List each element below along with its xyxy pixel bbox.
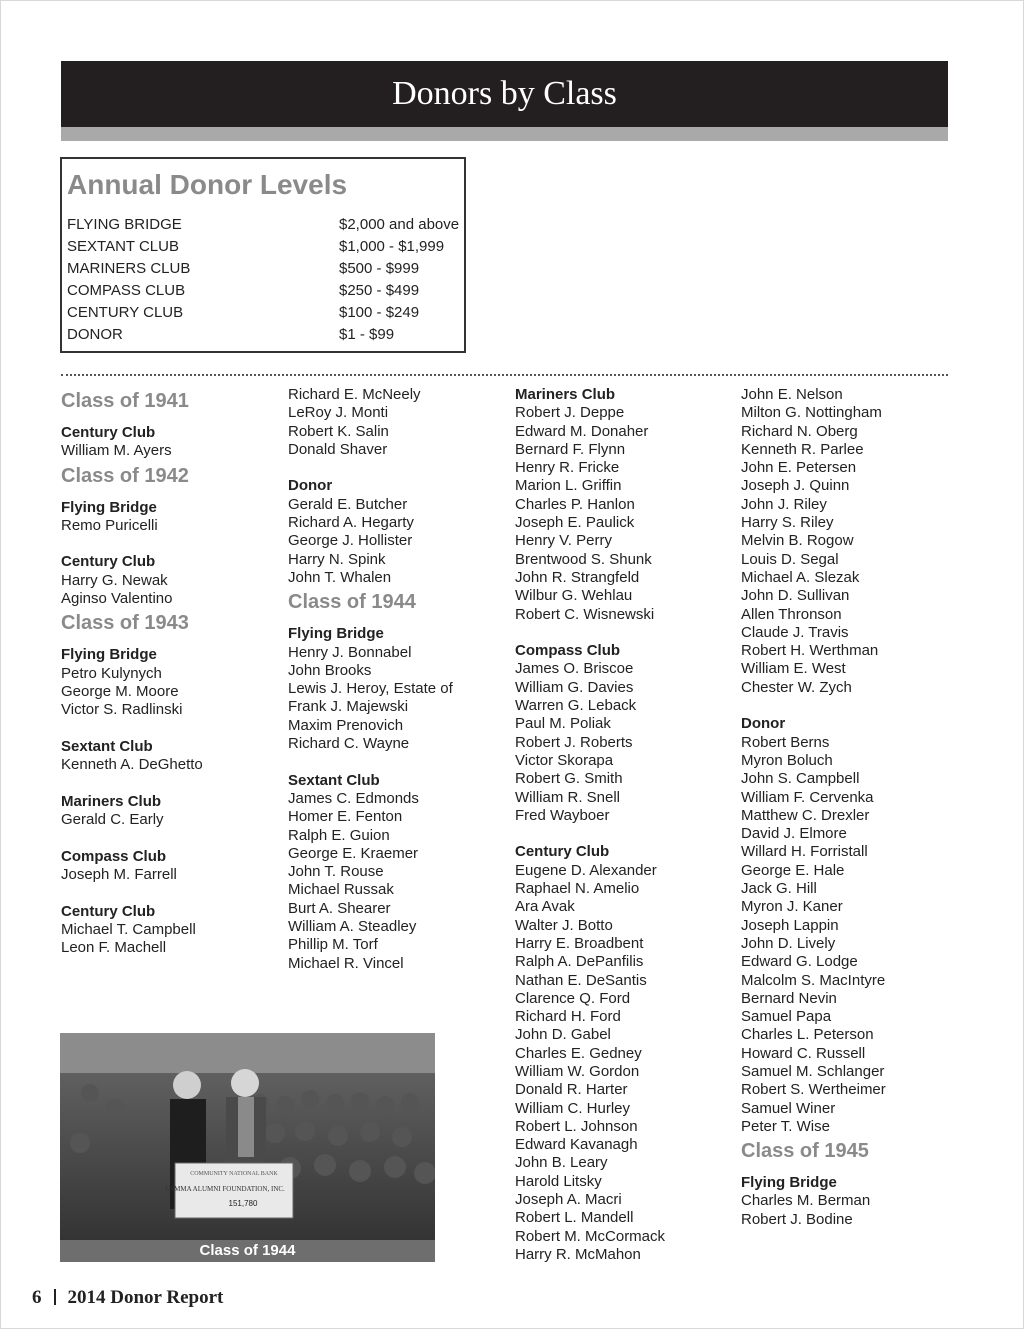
donor-name: Richard H. Ford bbox=[515, 1008, 621, 1026]
class-photo-image bbox=[60, 1033, 435, 1262]
donor-name: Remo Puricelli bbox=[61, 516, 158, 534]
donor-name: George E. Kraemer bbox=[288, 844, 419, 862]
donor-name: Joseph E. Paulick bbox=[515, 514, 635, 532]
donor-name: John S. Campbell bbox=[741, 770, 860, 788]
donor-name: Marion L. Griffin bbox=[515, 477, 622, 495]
donor-name: Gerald C. Early bbox=[61, 811, 164, 829]
class-year-heading: Class of 1944 bbox=[288, 591, 416, 614]
donor-name: John R. Strangfeld bbox=[515, 568, 640, 586]
donor-level-heading: Donor bbox=[288, 477, 333, 495]
class-year-heading: Class of 1945 bbox=[741, 1140, 869, 1163]
donor-name: John T. Whalen bbox=[288, 568, 392, 586]
level-row bbox=[67, 280, 459, 302]
class-year-heading: Class of 1942 bbox=[61, 464, 189, 487]
page-number: 6 bbox=[32, 1287, 42, 1308]
list-spacer bbox=[61, 774, 281, 792]
level-row bbox=[67, 324, 459, 346]
donor-name: Joseph J. Quinn bbox=[741, 477, 850, 495]
donor-name: Milton G. Nottingham bbox=[741, 404, 882, 422]
donor-name: Louis D. Segal bbox=[741, 550, 839, 568]
donor-name: John D. Sullivan bbox=[741, 587, 850, 605]
donor-level-heading: Sextant Club bbox=[61, 737, 153, 755]
class-photo bbox=[60, 1033, 435, 1262]
donor-name: Charles M. Berman bbox=[741, 1192, 871, 1210]
donor-name: Harold Litsky bbox=[515, 1172, 602, 1190]
list-spacer bbox=[515, 825, 735, 843]
donor-column-4 bbox=[741, 386, 961, 1229]
donor-name: Robert L. Mandell bbox=[515, 1209, 634, 1227]
donor-level-heading: Donor bbox=[741, 715, 786, 733]
donor-name: Edward G. Lodge bbox=[741, 953, 858, 971]
donor-name: Eugene D. Alexander bbox=[515, 861, 657, 879]
donor-name: William W. Gordon bbox=[515, 1062, 640, 1080]
donor-name: Robert Berns bbox=[741, 733, 830, 751]
donor-level-heading: Flying Bridge bbox=[61, 498, 157, 516]
check-bank-name: COMMUNITY NATIONAL BANK bbox=[190, 1171, 278, 1177]
level-name: COMPASS CLUB bbox=[67, 282, 186, 299]
donor-name: Brentwood S. Shunk bbox=[515, 550, 652, 568]
donor-name: Donald R. Harter bbox=[515, 1081, 628, 1099]
donor-name: Petro Kulynych bbox=[61, 664, 162, 682]
donor-name: Myron Boluch bbox=[741, 751, 833, 769]
donor-name: Robert G. Smith bbox=[515, 770, 623, 788]
list-spacer bbox=[741, 697, 961, 715]
donor-name: William C. Hurley bbox=[515, 1099, 631, 1117]
donor-name: Myron J. Kaner bbox=[741, 898, 843, 916]
donor-name: Frank J. Majewski bbox=[288, 698, 409, 716]
donor-name: Richard N. Oberg bbox=[741, 422, 858, 440]
donor-name: Fred Wayboer bbox=[515, 806, 610, 824]
donor-name: Charles P. Hanlon bbox=[515, 495, 635, 513]
donor-name: Bernard F. Flynn bbox=[515, 440, 626, 458]
level-name: DONOR bbox=[67, 326, 123, 343]
donor-name: Kenneth A. DeGhetto bbox=[61, 756, 203, 774]
donor-name: George M. Moore bbox=[61, 682, 179, 700]
donor-name: Gerald E. Butcher bbox=[288, 495, 408, 513]
donor-level-heading: Flying Bridge bbox=[741, 1174, 837, 1192]
donor-name: Henry R. Fricke bbox=[515, 459, 620, 477]
donor-level-heading: Century Club bbox=[61, 902, 156, 920]
donor-name: Harry S. Riley bbox=[741, 514, 834, 532]
donor-name: Willard H. Forristall bbox=[741, 843, 868, 861]
donor-name: Michael A. Slezak bbox=[741, 568, 860, 586]
donor-levels-box bbox=[60, 157, 466, 353]
level-range: $500 - $999 bbox=[339, 260, 420, 277]
donor-name: James C. Edmonds bbox=[288, 789, 419, 807]
donor-name: Maxim Prenovich bbox=[288, 716, 404, 734]
donor-name: William F. Cervenka bbox=[741, 788, 874, 806]
list-spacer bbox=[61, 829, 281, 847]
donor-name: Michael Russak bbox=[288, 881, 394, 899]
list-spacer bbox=[61, 720, 281, 738]
donor-name: Allen Thronson bbox=[741, 605, 842, 623]
page-title: Donors by Class bbox=[392, 75, 617, 112]
donor-level-heading: Sextant Club bbox=[288, 771, 380, 789]
level-range: $100 - $249 bbox=[339, 304, 420, 321]
level-row bbox=[67, 214, 459, 236]
donor-name: Harry E. Broadbent bbox=[515, 934, 644, 952]
donor-level-heading: Century Club bbox=[61, 424, 156, 441]
class-year-heading: Class of 1943 bbox=[61, 612, 189, 635]
level-name: CENTURY CLUB bbox=[67, 304, 184, 321]
donor-name: John D. Gabel bbox=[515, 1026, 611, 1044]
donor-name: Howard C. Russell bbox=[741, 1044, 866, 1062]
donor-name: Michael R. Vincel bbox=[288, 954, 404, 972]
donor-name: Homer E. Fenton bbox=[288, 808, 403, 826]
donor-name: Charles L. Peterson bbox=[741, 1026, 874, 1044]
donor-name: Henry V. Perry bbox=[515, 532, 612, 550]
donor-name: Joseph A. Macri bbox=[515, 1191, 622, 1209]
section-divider bbox=[61, 374, 948, 376]
donor-name: Henry J. Bonnabel bbox=[288, 643, 412, 661]
donor-name: Edward M. Donaher bbox=[515, 422, 649, 440]
level-name: FLYING BRIDGE bbox=[67, 216, 182, 233]
donor-name: Phillip M. Torf bbox=[288, 936, 378, 954]
list-spacer bbox=[61, 884, 281, 902]
report-title: 2014 Donor Report bbox=[67, 1287, 224, 1308]
donor-name: Victor Skorapa bbox=[515, 751, 614, 769]
donor-name: John Brooks bbox=[288, 661, 372, 679]
page-footer bbox=[32, 1287, 223, 1309]
donor-level-heading: Flying Bridge bbox=[288, 625, 384, 643]
level-range: $1 - $99 bbox=[339, 326, 395, 343]
donor-name: William G. Davies bbox=[515, 678, 634, 696]
donor-name: Joseph M. Farrell bbox=[61, 865, 177, 883]
footer-separator bbox=[54, 1289, 56, 1305]
donor-name: Robert S. Wertheimer bbox=[741, 1081, 886, 1099]
donor-name: Edward Kavanagh bbox=[515, 1136, 638, 1154]
donor-name: Ralph A. DePanfilis bbox=[515, 953, 644, 971]
photo-caption: Class of 1944 bbox=[60, 1240, 435, 1262]
donor-name: John E. Nelson bbox=[741, 386, 843, 403]
donor-name: Samuel Winer bbox=[741, 1099, 836, 1117]
level-row bbox=[67, 302, 459, 324]
donor-name: Wilbur G. Wehlau bbox=[515, 587, 633, 605]
donor-name: John T. Rouse bbox=[288, 863, 384, 881]
donor-column-3 bbox=[515, 386, 735, 1264]
donor-name: William A. Steadley bbox=[288, 918, 417, 936]
donor-name: Melvin B. Rogow bbox=[741, 532, 854, 550]
level-row bbox=[67, 258, 459, 280]
donor-name: John B. Leary bbox=[515, 1154, 608, 1172]
level-name: MARINERS CLUB bbox=[67, 260, 191, 277]
donor-name: Robert K. Salin bbox=[288, 422, 389, 440]
level-range: $2,000 and above bbox=[339, 216, 460, 233]
donor-name: Ralph E. Guion bbox=[288, 826, 390, 844]
donor-column-1 bbox=[61, 386, 281, 957]
donor-name: David J. Elmore bbox=[741, 825, 847, 843]
donor-name: Leon F. Machell bbox=[61, 939, 167, 957]
donor-name: LeRoy J. Monti bbox=[288, 404, 389, 422]
donor-name: Robert L. Johnson bbox=[515, 1117, 638, 1135]
donor-name: Clarence Q. Ford bbox=[515, 989, 631, 1007]
donor-name: Chester W. Zych bbox=[741, 678, 852, 696]
donor-name: Malcolm S. MacIntyre bbox=[741, 971, 886, 989]
donor-name: George E. Hale bbox=[741, 861, 845, 879]
donor-level-heading: Mariners Club bbox=[515, 386, 616, 403]
donor-name: William M. Ayers bbox=[61, 442, 172, 460]
donor-name: Joseph Lappin bbox=[741, 916, 839, 934]
donor-name: Bernard Nevin bbox=[741, 989, 837, 1007]
donor-name: Samuel Papa bbox=[741, 1008, 832, 1026]
header-underbar bbox=[61, 127, 948, 141]
donor-name: Raphael N. Amelio bbox=[515, 880, 640, 898]
donor-name: Richard E. McNeely bbox=[288, 386, 421, 403]
level-name: SEXTANT CLUB bbox=[67, 238, 179, 255]
donor-name: Jack G. Hill bbox=[741, 880, 817, 898]
donor-name: Robert J. Roberts bbox=[515, 733, 633, 751]
donor-name: Matthew C. Drexler bbox=[741, 806, 870, 824]
donor-name: Walter J. Botto bbox=[515, 916, 613, 934]
donor-name: Harry R. McMahon bbox=[515, 1245, 641, 1263]
donor-name: Burt A. Shearer bbox=[288, 899, 391, 917]
list-spacer bbox=[515, 624, 735, 642]
donor-name: Richard C. Wayne bbox=[288, 735, 410, 753]
donor-name: George J. Hollister bbox=[288, 532, 413, 550]
donor-name: John E. Petersen bbox=[741, 459, 857, 477]
donor-name: Robert J. Bodine bbox=[741, 1210, 853, 1228]
page-header bbox=[61, 61, 948, 127]
list-spacer bbox=[288, 753, 508, 771]
donor-name: Robert J. Deppe bbox=[515, 404, 625, 422]
check-amount: 151,780 bbox=[228, 1199, 258, 1208]
level-range: $250 - $499 bbox=[339, 282, 420, 299]
donor-levels-title: Annual Donor Levels bbox=[67, 169, 348, 200]
donor-name: Nathan E. DeSantis bbox=[515, 971, 647, 989]
donor-name: Robert H. Werthman bbox=[741, 642, 879, 660]
list-spacer bbox=[61, 535, 281, 553]
donor-name: Samuel M. Schlanger bbox=[741, 1062, 885, 1080]
donor-name: Claude J. Travis bbox=[741, 623, 849, 641]
donor-name: Paul M. Poliak bbox=[515, 715, 611, 733]
donor-name: Kenneth R. Parlee bbox=[741, 440, 864, 458]
donor-level-heading: Century Club bbox=[61, 553, 156, 571]
donor-name: Richard A. Hegarty bbox=[288, 514, 414, 532]
donor-name: Victor S. Radlinski bbox=[61, 701, 183, 719]
donor-name: Donald Shaver bbox=[288, 440, 388, 458]
donor-name: Ara Avak bbox=[515, 898, 575, 916]
donor-level-heading: Compass Club bbox=[61, 847, 167, 865]
donor-name: John J. Riley bbox=[741, 495, 827, 513]
donor-name: Charles E. Gedney bbox=[515, 1044, 642, 1062]
donor-name: Lewis J. Heroy, Estate of bbox=[288, 680, 453, 698]
donor-name: Peter T. Wise bbox=[741, 1117, 830, 1135]
donor-levels-table bbox=[67, 214, 459, 346]
donor-name: Aginso Valentino bbox=[61, 590, 173, 608]
class-year-heading: Class of 1941 bbox=[61, 390, 189, 412]
donor-level-heading: Flying Bridge bbox=[61, 646, 157, 664]
donor-level-heading: Mariners Club bbox=[61, 792, 162, 810]
donor-name: William R. Snell bbox=[515, 788, 621, 806]
donor-level-heading: Century Club bbox=[515, 843, 610, 861]
donor-name: William E. West bbox=[741, 660, 846, 678]
donor-name: Harry N. Spink bbox=[288, 550, 386, 568]
donor-name: Michael T. Campbell bbox=[61, 920, 196, 938]
donor-name: Robert M. McCormack bbox=[515, 1227, 666, 1245]
level-range: $1,000 - $1,999 bbox=[339, 238, 445, 255]
check-payee: USMMA ALUMNI FOUNDATION, INC. bbox=[165, 1185, 285, 1193]
donor-level-heading: Compass Club bbox=[515, 642, 621, 660]
donor-name: Robert C. Wisnewski bbox=[515, 605, 655, 623]
donor-name: James O. Briscoe bbox=[515, 660, 634, 678]
list-spacer bbox=[288, 459, 508, 477]
donor-name: John D. Lively bbox=[741, 934, 836, 952]
donor-column-2 bbox=[288, 386, 508, 973]
donor-name: Warren G. Leback bbox=[515, 697, 637, 715]
level-row bbox=[67, 236, 459, 258]
donor-name: Harry G. Newak bbox=[61, 571, 168, 589]
